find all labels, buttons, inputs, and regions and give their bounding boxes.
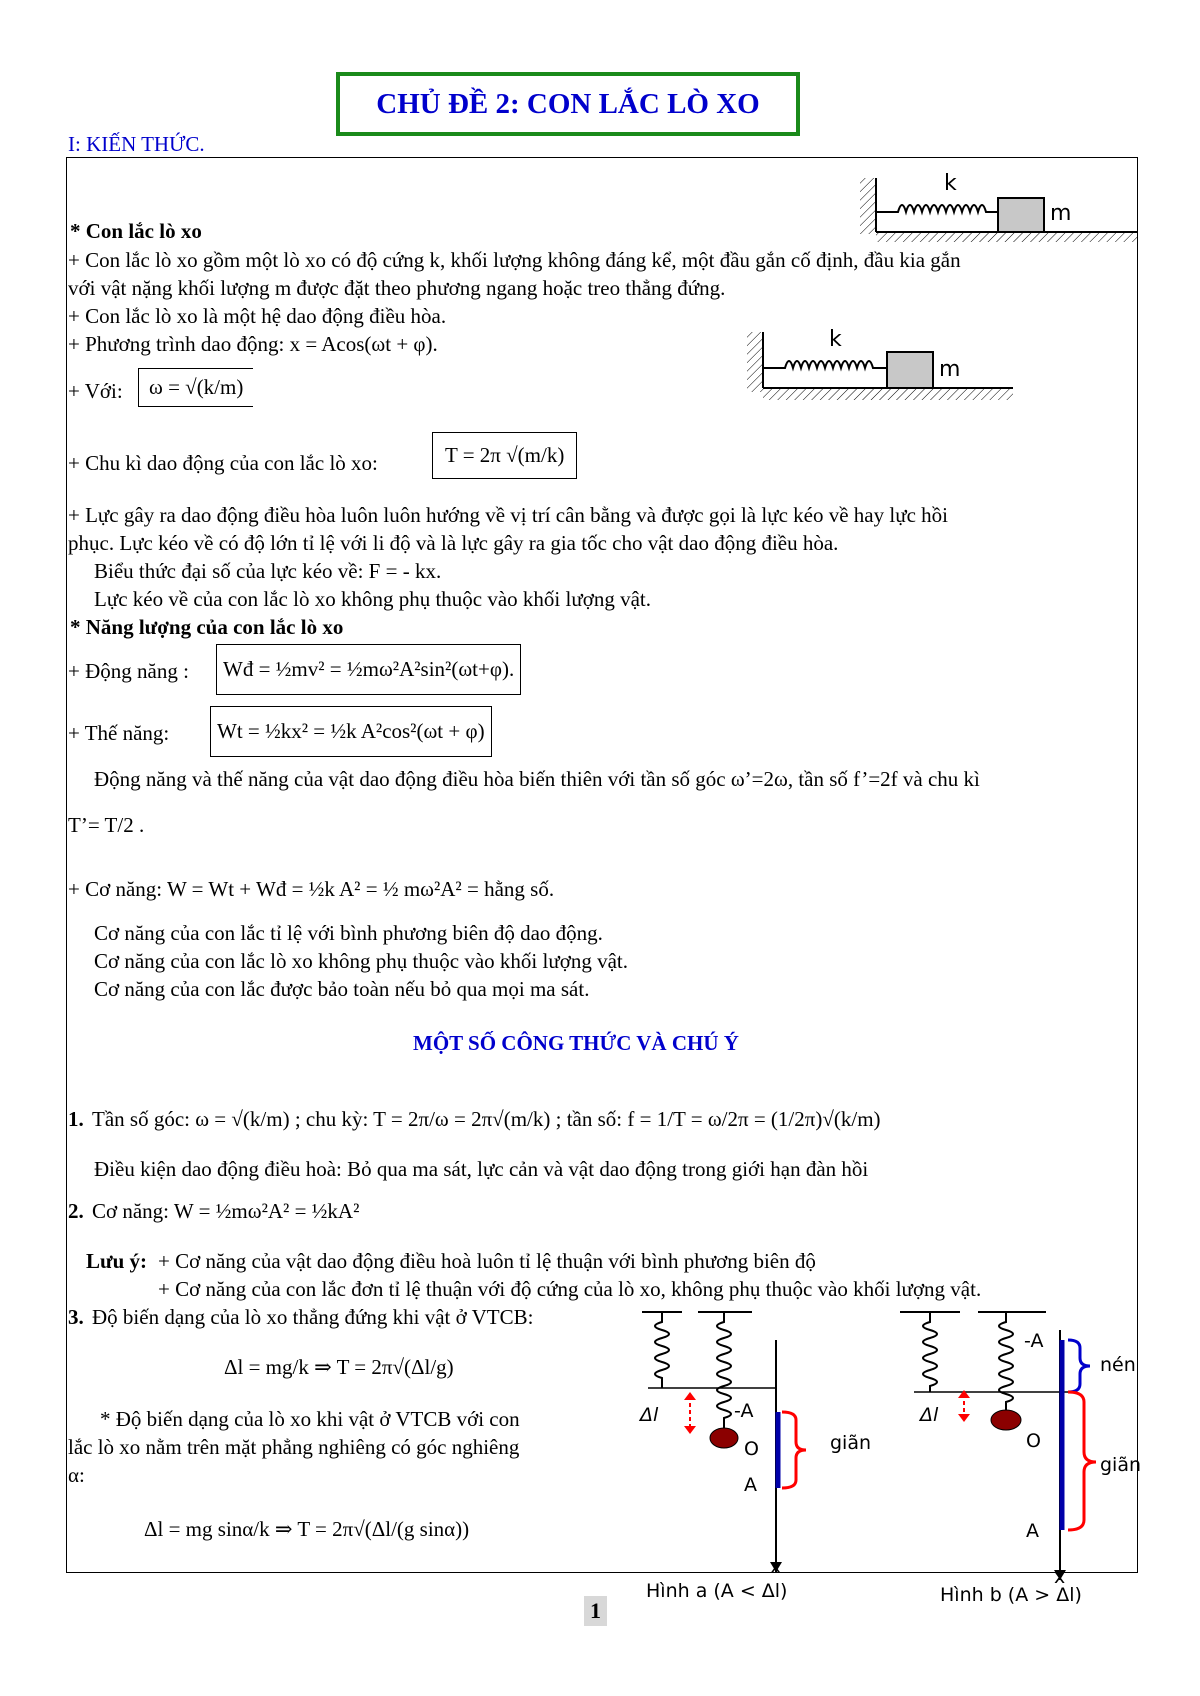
- note-label: Lưu ý:: [86, 1249, 148, 1273]
- text-line: + Cơ năng của con lắc đơn tỉ lệ thuận với độ cứng của lò xo, không phụ thuộc vào khối lượng vật.: [158, 1277, 982, 1301]
- pendulum-mass: [991, 1410, 1021, 1430]
- page-number: 1: [584, 1596, 607, 1626]
- spring-natural: [655, 1312, 669, 1388]
- text-line: α:: [68, 1463, 85, 1487]
- horizontal-spring-diagram-2: [745, 322, 1015, 406]
- formulas-heading: MỘT SỐ CÔNG THỨC VÀ CHÚ Ý: [413, 1031, 739, 1055]
- section-heading-knowledge: I: KIẾN THỨC.: [68, 132, 205, 156]
- label-a: A: [1026, 1520, 1039, 1542]
- text-line: phục. Lực kéo về có độ lớn tỉ lệ với li độ và là lực gây ra gia tốc cho vật dao động điều hòa.: [68, 531, 839, 555]
- potential-label: + Thế năng:: [68, 721, 170, 745]
- text-line: Biểu thức đại số của lực kéo về: F = - kx.: [94, 559, 442, 583]
- heading-energy: * Năng lượng của con lắc lò xo: [70, 615, 344, 639]
- label-minus-a: -A: [1024, 1330, 1044, 1352]
- mass-label-m: m: [939, 357, 961, 382]
- figure-b-vertical-spring: [900, 1300, 1140, 1580]
- figure-b-caption: Hình b (A > Δl): [940, 1584, 1082, 1606]
- spring: [876, 205, 998, 212]
- formula-number: 1.: [68, 1107, 84, 1131]
- label-o: O: [744, 1438, 759, 1460]
- label-stretch: giãn: [830, 1432, 872, 1454]
- formula-number: 3.: [68, 1305, 84, 1329]
- text-line: T’= T/2 .: [68, 813, 145, 837]
- label-compress: nén: [1100, 1354, 1136, 1376]
- page-title: CHỦ ĐỀ 2: CON LẮC LÒ XO: [336, 72, 800, 136]
- potential-formula: Wt = ½kx² = ½k A²cos²(ωt + φ): [210, 706, 492, 757]
- spring-label-k: k: [944, 171, 957, 196]
- text-line: Lực kéo về của con lắc lò xo không phụ thuộc vào khối lượng vật.: [94, 587, 651, 611]
- mass-block: [998, 198, 1044, 232]
- kinetic-formula: Wđ = ½mv² = ½mω²A²sin²(ωt+φ).: [216, 644, 521, 695]
- kinetic-label: + Động năng :: [68, 659, 189, 683]
- text-line: + Con lắc lò xo gồm một lò xo có độ cứng k, khối lượng không đáng kể, một đầu gắn cố định, đầu kia gắn: [68, 248, 961, 272]
- text-line: * Độ biến dạng của lò xo khi vật ở VTCB với con: [100, 1407, 520, 1431]
- label-a: A: [744, 1474, 757, 1496]
- label-delta-l: Δl: [640, 1404, 659, 1426]
- period-formula: T = 2π √(m/k): [432, 432, 577, 479]
- text-line: Độ biến dạng của lò xo thẳng đứng khi vật ở VTCB:: [92, 1305, 534, 1329]
- label-x: x: [770, 1556, 782, 1578]
- horizontal-spring-diagram-1: [858, 168, 1140, 244]
- floor-hatch: [763, 388, 1013, 400]
- spring-stretched: [999, 1312, 1013, 1412]
- formula-2: Cơ năng: W = ½mω²A² = ½kA²: [92, 1199, 360, 1223]
- figure-a-vertical-spring: [620, 1300, 860, 1572]
- label-delta-l: Δl: [920, 1404, 939, 1426]
- label-o: O: [1026, 1430, 1041, 1452]
- label-stretch: giãn: [1100, 1454, 1142, 1476]
- label-minus-a: -A: [734, 1400, 754, 1422]
- formula-1: Tần số góc: ω = √(k/m) ; chu kỳ: T = 2π/ω = 2π√(m/k) ; tần số: f = 1/T = ω/2π = (1/2π)√(k/m): [92, 1107, 881, 1131]
- spring-natural: [923, 1312, 937, 1392]
- text-line: + Con lắc lò xo là một hệ dao động điều hòa.: [68, 304, 447, 328]
- pendulum-mass: [710, 1428, 738, 1448]
- text-line: + Cơ năng của vật dao động điều hoà luôn tỉ lệ thuận với bình phương biên độ: [158, 1249, 816, 1273]
- stretch-brace: [1068, 1392, 1096, 1530]
- spring-label-k: k: [829, 327, 842, 352]
- text-line: Điều kiện dao động điều hoà: Bỏ qua ma sát, lực cản và vật dao động trong giới hạn đàn hồi: [94, 1157, 869, 1181]
- mechanical-energy: + Cơ năng: W = Wt + Wđ = ½k A² = ½ mω²A² = hằng số.: [68, 877, 555, 901]
- formula-3-incline: Δl = mg sinα/k ⇒ T = 2π√(Δl/(g sinα)): [144, 1517, 470, 1541]
- text-line: lắc lò xo nằm trên mặt phẳng nghiêng có góc nghiêng: [68, 1435, 520, 1459]
- heading-spring-pendulum: * Con lắc lò xo: [70, 219, 202, 243]
- spring: [763, 361, 887, 368]
- formula-number: 2.: [68, 1199, 84, 1223]
- wall-hatch: [747, 332, 763, 392]
- mass-block: [887, 352, 933, 388]
- figure-a-caption: Hình a (A < Δl): [646, 1580, 788, 1602]
- text-line: + Lực gây ra dao động điều hòa luôn luôn hướng về vị trí cân bằng và được gọi là lực kéo về hay lực hồi: [68, 503, 948, 527]
- wall-hatch: [860, 178, 876, 234]
- with-label: + Với:: [68, 379, 123, 403]
- text-line: Cơ năng của con lắc tỉ lệ với bình phương biên độ dao động.: [94, 921, 603, 945]
- formula-3: Δl = mg/k ⇒ T = 2π√(Δl/g): [224, 1355, 454, 1379]
- compress-brace: [1068, 1340, 1090, 1392]
- spring-stretched: [717, 1312, 731, 1432]
- floor-hatch: [876, 232, 1138, 242]
- label-x: x: [1054, 1566, 1066, 1588]
- text-line: Động năng và thế năng của vật dao động điều hòa biến thiên với tần số góc ω’=2ω, tần số f’=2f và chu kì: [94, 767, 980, 791]
- period-label: + Chu kì dao động của con lắc lò xo:: [68, 451, 378, 475]
- text-line: Cơ năng của con lắc được bảo toàn nếu bỏ qua mọi ma sát.: [94, 977, 590, 1001]
- text-line: + Phương trình dao động: x = Acos(ωt + φ).: [68, 332, 438, 356]
- text-line: Cơ năng của con lắc lò xo không phụ thuộc vào khối lượng vật.: [94, 949, 628, 973]
- stretch-brace: [782, 1412, 806, 1488]
- text-line: với vật nặng khối lượng m được đặt theo phương ngang hoặc treo thẳng đứng.: [68, 276, 726, 300]
- omega-formula: ω = √(k/m): [138, 368, 253, 407]
- mass-label-m: m: [1050, 201, 1072, 226]
